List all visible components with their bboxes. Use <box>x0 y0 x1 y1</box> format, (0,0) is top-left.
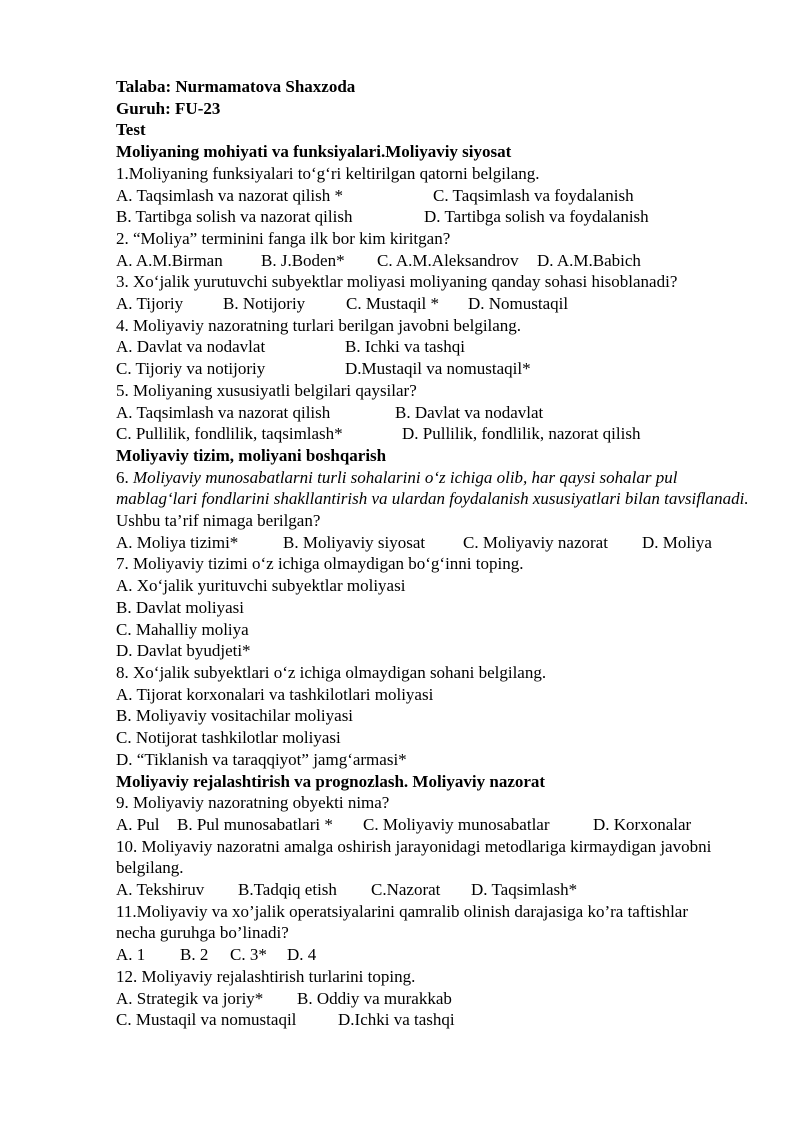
option-c: C. Moliyaviy nazorat <box>463 532 608 552</box>
question-1-options-row-2 <box>116 206 750 228</box>
option-a: A. A.M.Birman <box>116 250 223 270</box>
section-heading: Moliyaviy rejalashtirish va prognozlash. Moliyaviy nazorat <box>116 771 546 791</box>
option-b: B. Pul munosabatlari * <box>177 814 333 834</box>
option-a: A. Xo‘jalik yurituvchi subyektlar moliyasi <box>116 576 406 596</box>
option-a: A. Taqsimlash va nazorat qilish * <box>116 185 344 205</box>
option-b: B. Moliyaviy vositachilar moliyasi <box>116 706 354 726</box>
option-b: B. Tartibga solish va nazorat qilish <box>116 207 353 227</box>
question-1-options-row-1 <box>116 185 750 207</box>
option-d: D.Ichki va tashqi <box>338 1010 455 1030</box>
question-7: 7. Moliyaviy tizimi o‘z ichiga olmaydigan bo‘g‘inni toping. <box>116 554 524 574</box>
group-label: Guruh: FU-23 <box>116 98 221 118</box>
option-a: A. Tijorat korxonalari va tashkilotlari moliyasi <box>116 684 434 704</box>
option-c: C. Mustaqil * <box>346 294 440 314</box>
question-4-options-row-2 <box>116 358 750 380</box>
question-12-options-row-1 <box>116 988 750 1010</box>
option-c: C. A.M.Aleksandrov <box>377 250 519 270</box>
question-6-prompt: Ushbu ta’rif nimaga berilgan? <box>116 511 321 531</box>
option-b: B. Notijoriy <box>223 294 306 314</box>
question-3: 3. Xo‘jalik yurutuvchi subyektlar moliyasi moliyaning qanday sohasi hisoblanadi? <box>116 272 678 292</box>
option-d: D. Taqsimlash* <box>471 880 578 900</box>
section-heading: Moliyaviy tizim, moliyani boshqarish <box>116 445 387 465</box>
option-a: A. Taqsimlash va nazorat qilish <box>116 402 331 422</box>
option-d: D. Davlat byudjeti* <box>116 641 251 661</box>
option-a: A. Davlat va nodavlat <box>116 337 266 357</box>
question-10: 10. Moliyaviy nazoratni amalga oshirish jarayonidagi metodlariga kirmaydigan javobni belgilang. <box>116 836 712 878</box>
option-a: A. Tekshiruv <box>116 880 205 900</box>
option-c: C. Pullilik, fondlilik, taqsimlash* <box>116 424 343 444</box>
question-6 <box>116 467 750 532</box>
option-b: B. Moliyaviy siyosat <box>283 532 426 552</box>
student-name: Talaba: Nurmamatova Shaxzoda <box>116 77 356 96</box>
option-b: B. 2 <box>180 945 209 965</box>
question-5-options-row-1 <box>116 402 750 424</box>
option-b: B. Oddiy va murakkab <box>297 988 452 1008</box>
option-c: C. Mustaqil va nomustaqil <box>116 1010 297 1030</box>
option-a: A. Moliya tizimi* <box>116 532 239 552</box>
option-a: A. 1 <box>116 945 146 965</box>
option-c: C.Nazorat <box>371 880 441 900</box>
option-d: D. Tartibga solish va foydalanish <box>424 207 649 227</box>
option-d: D. Moliya <box>642 532 712 552</box>
option-c: C. Mahalliy moliya <box>116 619 249 639</box>
question-4-options-row-1 <box>116 336 750 358</box>
question-2: 2. “Moliya” terminini fanga ilk bor kim kiritgan? <box>116 228 451 248</box>
question-11: 11.Moliyaviy va xo’jalik operatsiyalarini qamralib olinish darajasiga ko’ra taftishlar necha guruhga bo’linadi? <box>116 901 689 943</box>
question-5-options-row-2 <box>116 423 750 445</box>
test-label: Test <box>116 120 146 140</box>
question-1: 1.Moliyaning funksiyalari to‘g‘ri keltirilgan qatorni belgilang. <box>116 163 540 183</box>
option-b: B. Davlat moliyasi <box>116 597 244 617</box>
option-c: C. Tijoriy va notijoriy <box>116 359 266 379</box>
option-a: A. Tijoriy <box>116 294 184 314</box>
option-d: D. “Tiklanish va taraqqiyot” jamg‘armasi* <box>116 749 407 769</box>
question-2-options <box>116 250 750 272</box>
question-6-options <box>116 532 750 554</box>
option-c: C. 3* <box>230 945 267 965</box>
question-9: 9. Moliyaviy nazoratning obyekti nima? <box>116 793 390 813</box>
option-d: D. A.M.Babich <box>537 250 641 270</box>
option-d: D. Nomustaqil <box>468 294 569 314</box>
option-b: B. J.Boden* <box>261 250 345 270</box>
option-d: D. Pullilik, fondlilik, nazorat qilish <box>402 424 641 444</box>
question-5: 5. Moliyaning xususiyatli belgilari qaysilar? <box>116 380 417 400</box>
option-b: B. Ichki va tashqi <box>345 337 465 357</box>
question-6-number: 6. <box>116 467 129 487</box>
question-4: 4. Moliyaviy nazoratning turlari berilgan javobni belgilang. <box>116 315 522 335</box>
question-12-options-row-2 <box>116 1009 750 1031</box>
option-d: D.Mustaqil va nomustaqil* <box>345 359 531 379</box>
question-8: 8. Xo‘jalik subyektlari o‘z ichiga olmaydigan sohani belgilang. <box>116 662 547 682</box>
option-a: A. Pul <box>116 814 160 834</box>
option-c: C. Taqsimlash va foydalanish <box>433 185 634 205</box>
option-c: C. Moliyaviy munosabatlar <box>363 814 550 834</box>
option-d: D. 4 <box>287 945 317 965</box>
question-12: 12. Moliyaviy rejalashtirish turlarini toping. <box>116 966 416 986</box>
option-a: A. Strategik va joriy* <box>116 988 264 1008</box>
question-9-options <box>116 814 750 836</box>
question-3-options <box>116 293 750 315</box>
question-10-options <box>116 879 750 901</box>
question-11-options <box>116 944 750 966</box>
section-heading: Moliyaning mohiyati va funksiyalari.Moliyaviy siyosat <box>116 142 512 162</box>
question-6-definition: Moliyaviy munosabatlarni turli sohalarini o‘z ichiga olib, har qaysi sohalar pul mablag‘lari fondlarini shakllantirish va ulardan foydalanish xususiyatlari bilan tavsiflanadi. <box>116 467 749 509</box>
option-b: B. Davlat va nodavlat <box>395 402 544 422</box>
option-c: C. Notijorat tashkilotlar moliyasi <box>116 728 341 748</box>
option-b: B.Tadqiq etish <box>238 880 337 900</box>
option-d: D. Korxonalar <box>593 814 692 834</box>
